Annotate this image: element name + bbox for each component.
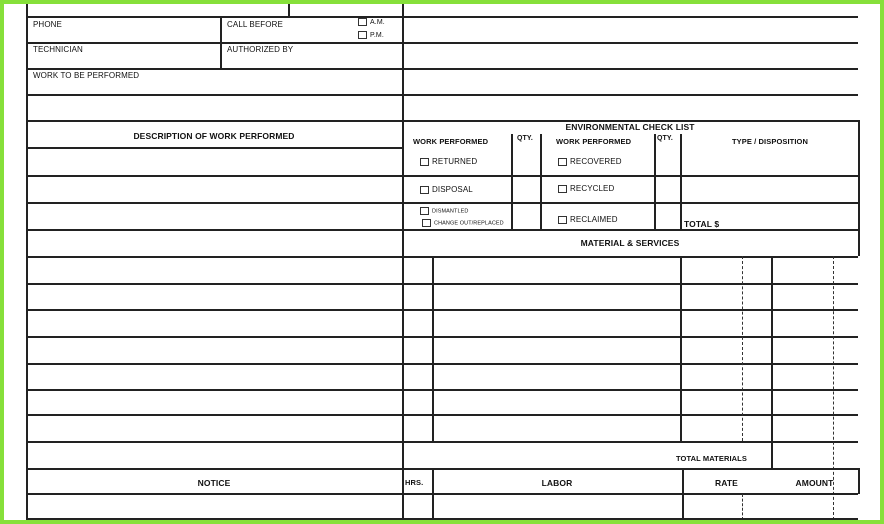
label: RETURNED — [432, 157, 478, 166]
rule — [26, 94, 858, 96]
rule — [432, 256, 434, 441]
rule — [26, 175, 858, 177]
pm-checkbox[interactable] — [358, 31, 384, 39]
rule — [858, 230, 860, 256]
pm-label: P.M. — [370, 31, 384, 39]
materials-header: MATERIAL & SERVICES — [580, 238, 680, 248]
label: RECOVERED — [570, 157, 622, 166]
checkbox-icon — [558, 185, 567, 193]
checkbox-icon — [358, 18, 367, 26]
technician-field[interactable]: TECHNICIAN — [33, 45, 83, 54]
amount-header: AMOUNT — [795, 478, 834, 488]
rule — [26, 518, 858, 520]
rule — [26, 147, 402, 149]
env-title: ENVIRONMENTAL CHECK LIST — [565, 122, 695, 132]
rule — [742, 494, 743, 520]
rule — [680, 256, 682, 441]
call-before-field: CALL BEFORE — [227, 20, 283, 29]
checkbox-icon — [420, 186, 429, 194]
rule — [220, 16, 222, 68]
notice-header: NOTICE — [197, 478, 231, 488]
rule — [432, 468, 434, 520]
rule — [26, 414, 858, 416]
rule — [742, 256, 743, 441]
rule — [858, 468, 860, 494]
rule — [26, 16, 858, 18]
rule — [26, 68, 858, 70]
am-label: A.M. — [370, 18, 385, 26]
rule — [26, 468, 858, 470]
recycled-checkbox[interactable] — [558, 184, 614, 193]
labor-header: LABOR — [541, 478, 573, 488]
rule — [680, 134, 682, 230]
phone-field[interactable]: PHONE — [33, 20, 62, 29]
disposal-checkbox[interactable] — [420, 185, 473, 194]
label: RECYCLED — [570, 184, 615, 193]
rule — [26, 256, 858, 258]
checkbox-icon — [358, 31, 367, 39]
rule — [771, 256, 773, 468]
checkbox-icon — [558, 158, 567, 166]
returned-checkbox[interactable] — [420, 157, 477, 166]
rule — [511, 134, 513, 230]
checkbox-icon — [558, 216, 567, 224]
rule — [540, 134, 542, 230]
center-divider — [402, 4, 404, 520]
col-qty-2: QTY. — [657, 135, 673, 142]
rule — [26, 283, 858, 285]
description-header: DESCRIPTION OF WORK PERFORMED — [133, 131, 295, 141]
work-order-form — [4, 4, 880, 520]
rule — [26, 42, 858, 44]
change-out-checkbox[interactable] — [422, 219, 504, 227]
dismantled-checkbox[interactable] — [420, 207, 468, 215]
checkbox-icon — [420, 158, 429, 166]
rule — [26, 389, 858, 391]
rule — [858, 120, 860, 230]
am-checkbox[interactable] — [358, 18, 385, 26]
rule — [26, 441, 858, 443]
authorized-by-field[interactable]: AUTHORIZED BY — [227, 45, 294, 54]
label: RECLAIMED — [570, 215, 618, 224]
label: DISMANTLED — [432, 208, 469, 215]
rule — [26, 202, 858, 204]
rule — [654, 134, 656, 230]
work-to-be-performed-field[interactable]: WORK TO BE PERFORMED — [33, 71, 140, 80]
label: DISPOSAL — [432, 185, 473, 194]
rule — [682, 468, 684, 520]
col-qty-1: QTY. — [517, 135, 533, 142]
rule — [26, 309, 858, 311]
checkbox-icon — [420, 207, 429, 215]
rule — [26, 336, 858, 338]
label: CHANGE OUT/REPLACED — [434, 220, 504, 227]
checkbox-icon — [422, 219, 431, 227]
left-border — [26, 4, 28, 520]
rule — [26, 229, 858, 231]
hrs-header: HRS. — [405, 478, 424, 487]
recovered-checkbox[interactable] — [558, 157, 622, 166]
col-type-disposition: TYPE / DISPOSITION — [732, 137, 808, 146]
reclaimed-checkbox[interactable] — [558, 215, 618, 224]
total-materials-label: TOTAL MATERIALS — [676, 454, 747, 463]
rule — [26, 493, 858, 495]
rule — [26, 363, 858, 365]
col-work-performed-1: WORK PERFORMED — [413, 137, 489, 146]
col-work-performed-2: WORK PERFORMED — [556, 137, 632, 146]
rate-header: RATE — [715, 478, 738, 488]
env-total-label: TOTAL $ — [684, 219, 720, 229]
